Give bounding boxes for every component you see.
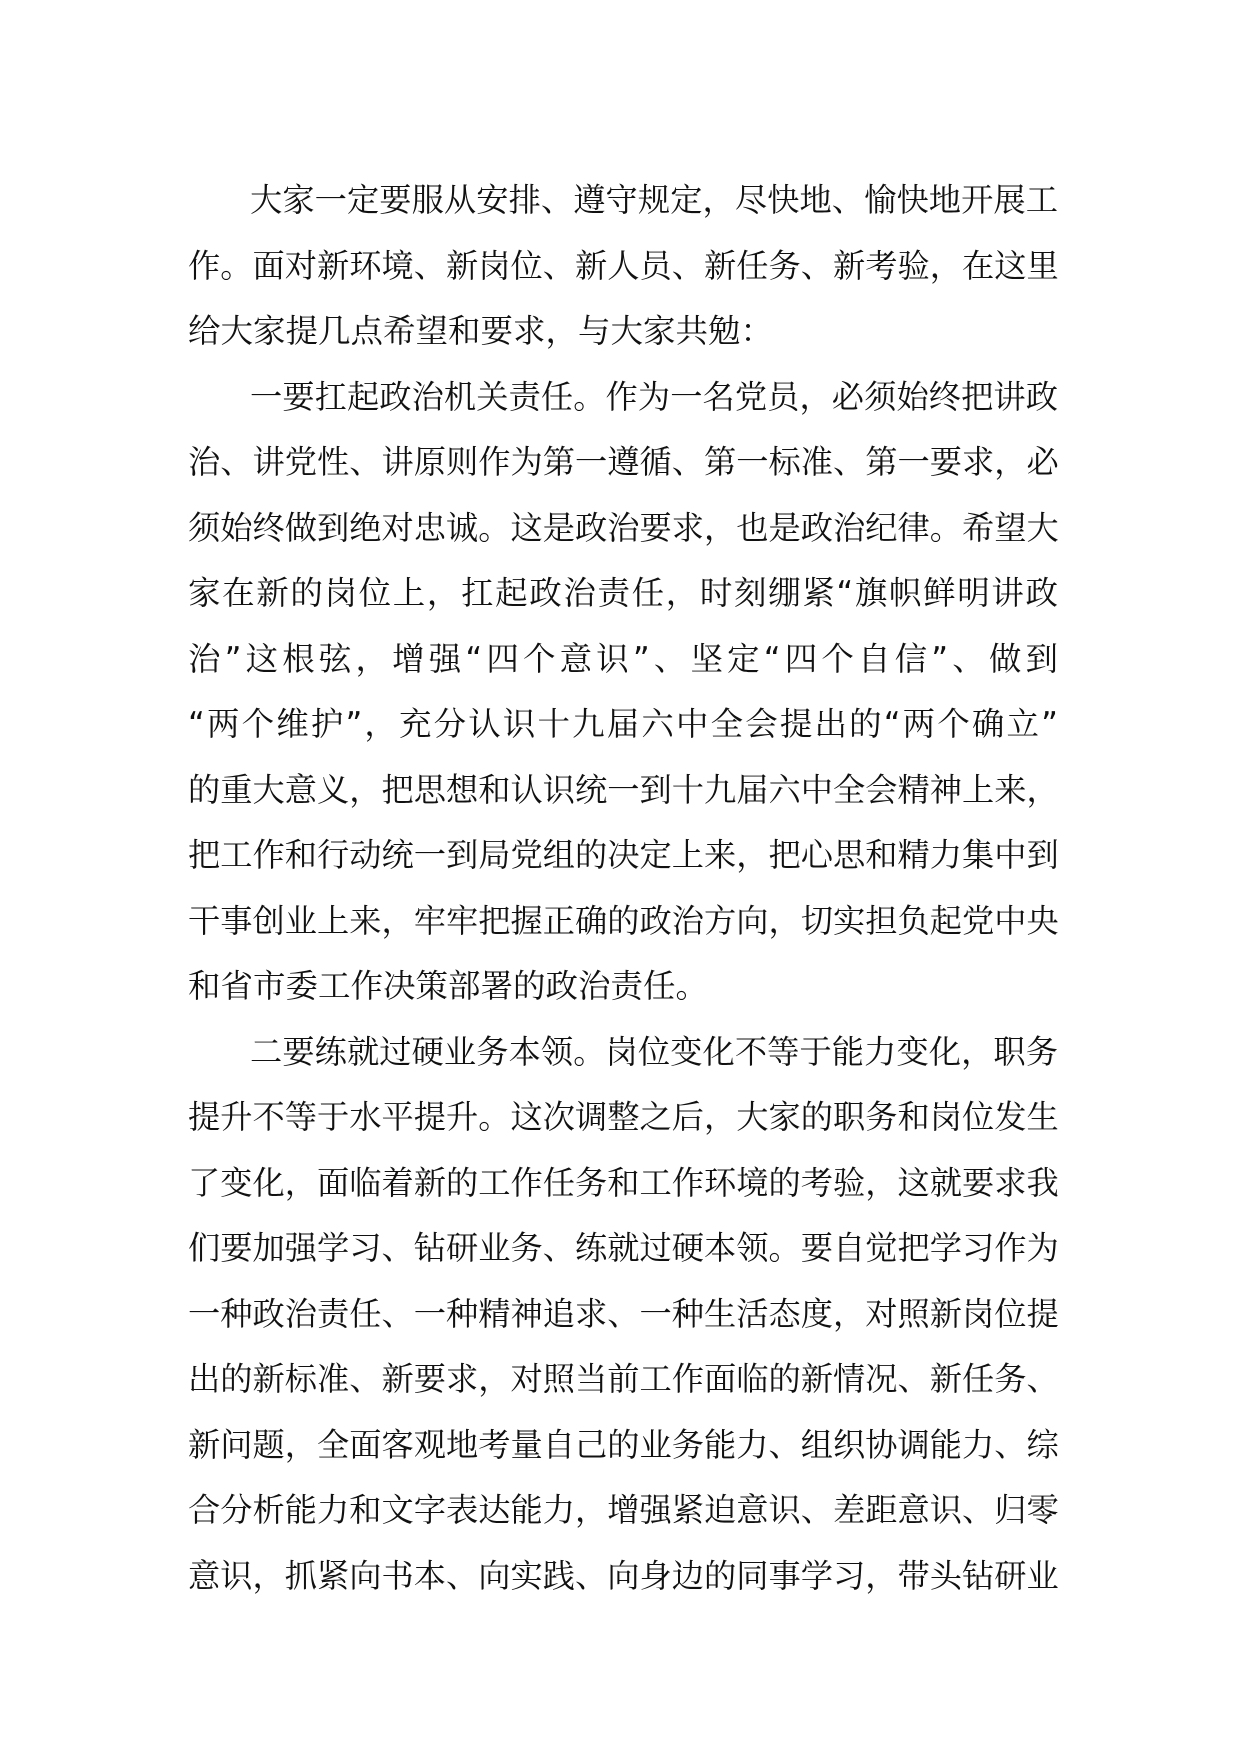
text-line: 作。面对新环境、新岗位、新人员、新任务、新考验，在这里	[188, 246, 1059, 285]
text-line: “两个维护”，充分认识十九届六中全会提出的“两个确立”	[188, 705, 1058, 743]
text-line: 出的新标准、新要求，对照当前工作面临的新情况、新任务、	[188, 1360, 1059, 1398]
text-line: 合分析能力和文字表达能力，增强紧迫意识、差距意识、归零	[188, 1491, 1059, 1529]
body-text	[188, 168, 1058, 1609]
text-line: 新问题，全面客观地考量自己的业务能力、组织协调能力、综	[188, 1425, 1059, 1464]
text-line: 家在新的岗位上，扛起政治责任，时刻绷紧“旗帜鲜明讲政	[188, 574, 1058, 612]
text-line: 把工作和行动统一到局党组的决定上来，把心思和精力集中到	[188, 836, 1059, 874]
text-line: 治、讲党性、讲原则作为第一遵循、第一标准、第一要求，必	[188, 443, 1059, 481]
text-line: 须始终做到绝对忠诚。这是政治要求，也是政治纪律。希望大	[188, 508, 1059, 547]
text-line: 提升不等于水平提升。这次调整之后，大家的职务和岗位发生	[188, 1098, 1059, 1136]
text-line: 治”这根弦，增强“四个意识”、坚定“四个自信”、做到	[188, 639, 1058, 678]
text-line: 的重大意义，把思想和认识统一到十九届六中全会精神上来，	[188, 770, 1059, 809]
text-line: 大家一定要服从安排、遵守规定，尽快地、愉快地开展工	[250, 181, 1058, 219]
text-line: 一种政治责任、一种精神追求、一种生活态度，对照新岗位提	[188, 1294, 1059, 1333]
text-line: 一要扛起政治机关责任。作为一名党员，必须始终把讲政	[250, 377, 1058, 416]
text-line: 们要加强学习、钻研业务、练就过硬本领。要自觉把学习作为	[188, 1229, 1059, 1267]
text-line: 意识，抓紧向书本、向实践、向身边的同事学习，带头钻研业	[188, 1556, 1059, 1595]
text-line: 给大家提几点希望和要求，与大家共勉：	[188, 312, 774, 350]
text-line: 二要练就过硬业务本领。岗位变化不等于能力变化，职务	[250, 1032, 1058, 1071]
text-line: 了变化，面临着新的工作任务和工作环境的考验，这就要求我	[188, 1163, 1059, 1202]
text-line: 干事创业上来，牢牢把握正确的政治方向，切实担负起党中央	[188, 901, 1059, 940]
text-line: 和省市委工作决策部署的政治责任。	[188, 967, 709, 1005]
